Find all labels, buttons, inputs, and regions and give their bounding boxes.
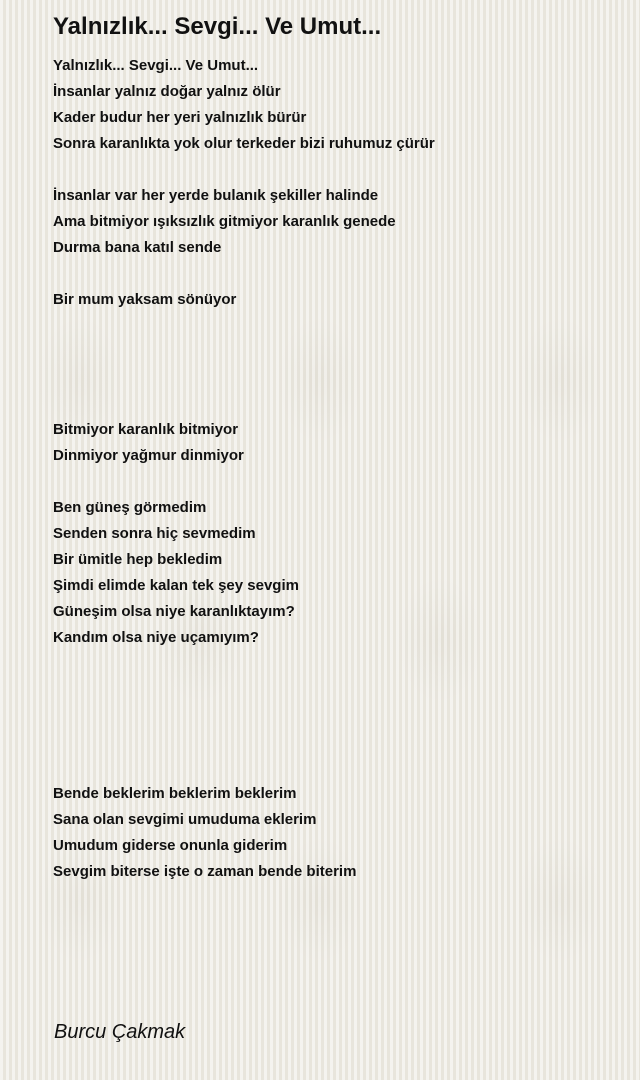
stanza-break bbox=[53, 729, 613, 755]
poem-author: Burcu Çakmak bbox=[54, 1021, 186, 1043]
poem-line: Ama bitmiyor ışıksızlık gitmiyor karanlık genede bbox=[53, 213, 396, 230]
stanza-break bbox=[53, 339, 613, 365]
poem-line: İnsanlar yalnız doğar yalnız ölür bbox=[53, 83, 281, 100]
stanza-break bbox=[53, 313, 613, 339]
poem-title: Yalnızlık... Sevgi... Ve Umut... bbox=[53, 13, 382, 40]
stanza-break bbox=[53, 391, 613, 417]
stanza-break bbox=[53, 469, 613, 495]
poem-line: Yalnızlık... Sevgi... Ve Umut... bbox=[53, 57, 259, 74]
poem-line: Ben güneş görmedim bbox=[53, 499, 207, 516]
stanza-break bbox=[53, 651, 613, 677]
poem-line: Şimdi elimde kalan tek şey sevgim bbox=[53, 577, 299, 594]
poem-line: İnsanlar var her yerde bulanık şekiller halinde bbox=[53, 187, 379, 204]
poem-line: Senden sonra hiç sevmedim bbox=[53, 525, 256, 542]
stanza-break bbox=[53, 157, 613, 183]
poem-line: Güneşim olsa niye karanlıktayım? bbox=[53, 603, 295, 620]
stanza-break bbox=[53, 365, 613, 391]
stanza-break bbox=[53, 677, 613, 703]
stanza-break bbox=[53, 703, 613, 729]
poem-line: Bir ümitle hep bekledim bbox=[53, 551, 223, 568]
poem-body bbox=[53, 53, 613, 885]
poem-line: Bitmiyor karanlık bitmiyor bbox=[53, 421, 239, 438]
poem-line: Sevgim biterse işte o zaman bende biterim bbox=[53, 863, 357, 880]
poem-line: Sana olan sevgimi umuduma eklerim bbox=[53, 811, 317, 828]
poem-line: Dinmiyor yağmur dinmiyor bbox=[53, 447, 244, 464]
stanza-break bbox=[53, 755, 613, 781]
poem-line: Umudum giderse onunla giderim bbox=[53, 837, 288, 854]
poem-line: Bir mum yaksam sönüyor bbox=[53, 291, 237, 308]
stanza-break bbox=[53, 261, 613, 287]
poem-line: Kader budur her yeri yalnızlık bürür bbox=[53, 109, 307, 126]
poem-line: Bende beklerim beklerim beklerim bbox=[53, 785, 297, 802]
poem-line: Durma bana katıl sende bbox=[53, 239, 222, 256]
poem-line: Sonra karanlıkta yok olur terkeder bizi ruhumuz çürür bbox=[53, 135, 435, 152]
poem-line: Kandım olsa niye uçamıyım? bbox=[53, 629, 259, 646]
